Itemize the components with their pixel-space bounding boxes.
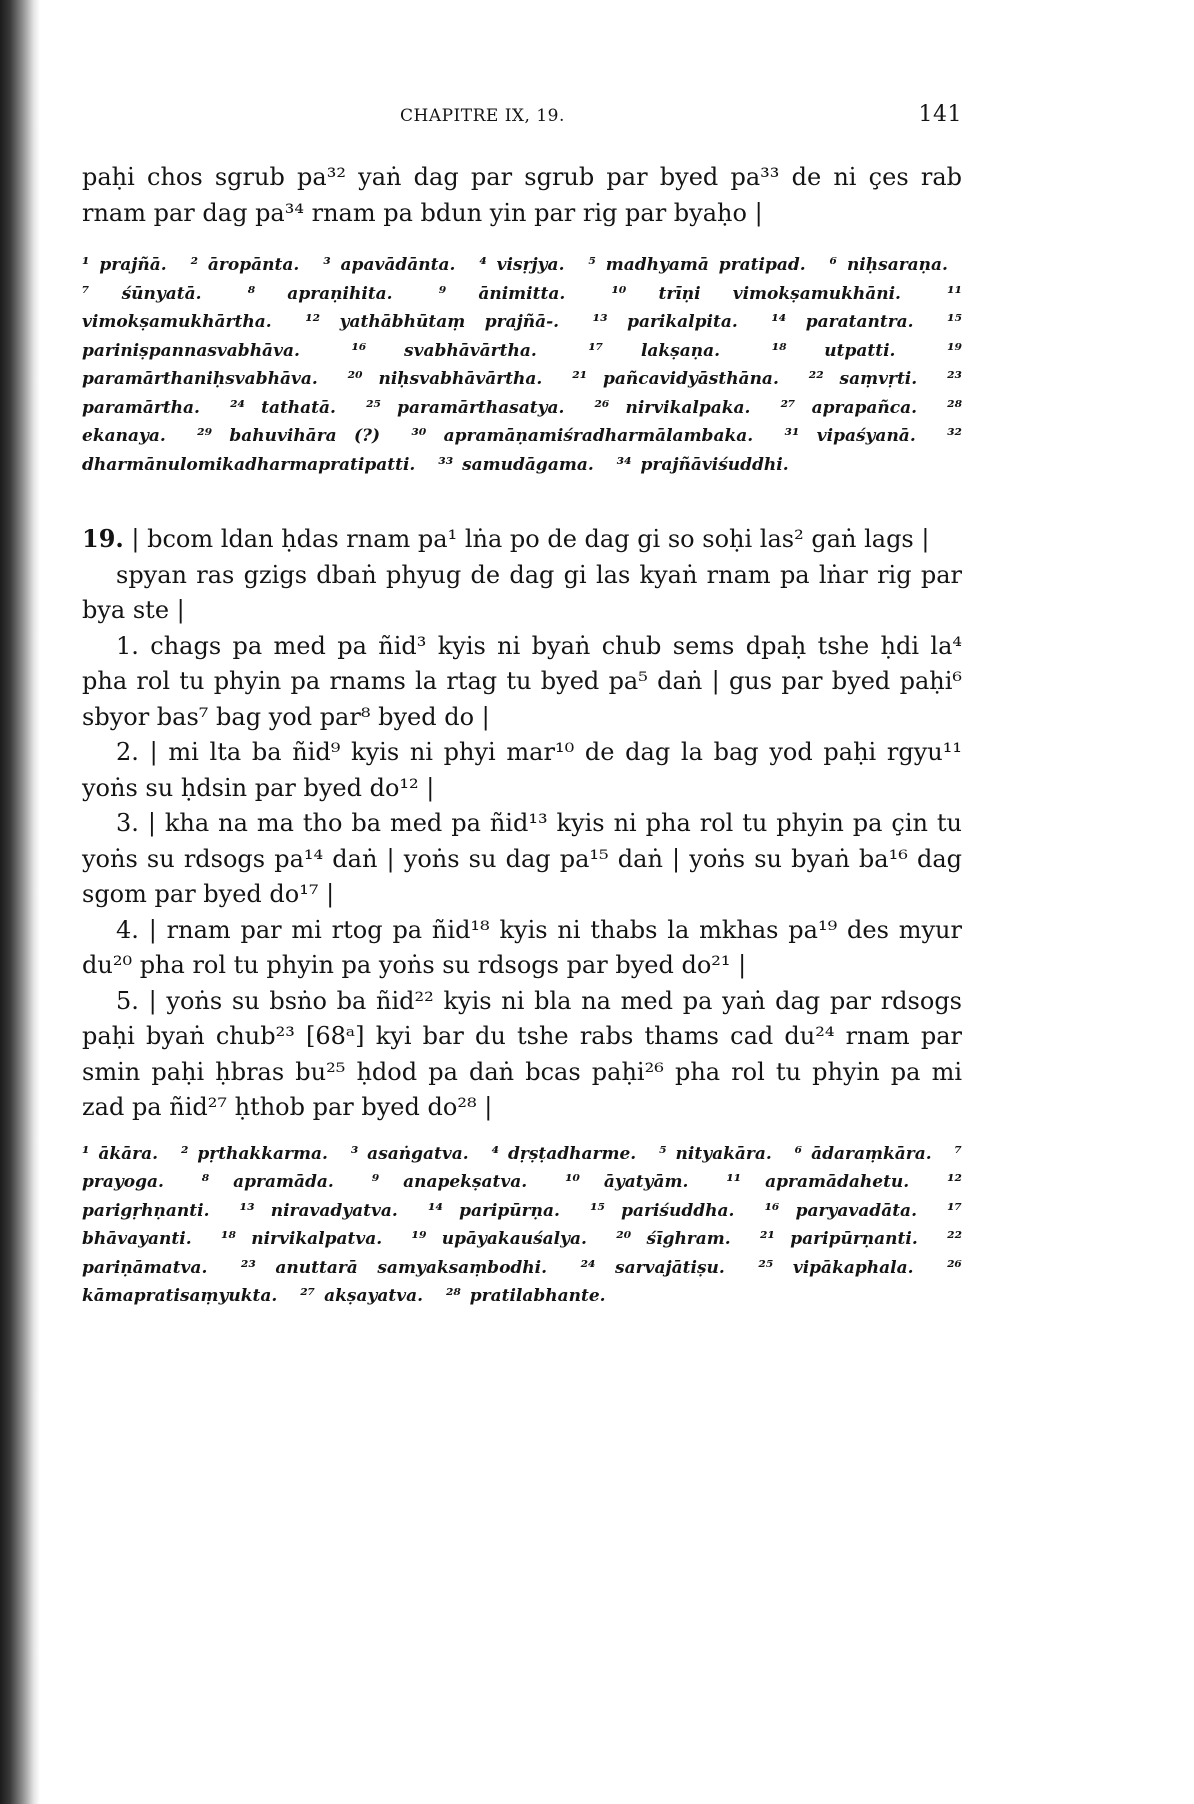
- section-19: [82, 521, 962, 1126]
- footnotes-bottom: [82, 1140, 962, 1311]
- footnote: ¹⁶ paryavadāta.: [764, 1200, 917, 1221]
- footnote: ¹⁵ pariśuddha.: [590, 1200, 735, 1221]
- footnote: ⁶ ādaraṃkāra.: [794, 1143, 932, 1164]
- section-item: [82, 735, 962, 806]
- section-items: [82, 629, 962, 1126]
- section-item: [82, 913, 962, 984]
- footnote: ⁸ apraṇihita.: [247, 283, 393, 304]
- footnote: ⁷ prayoga.: [82, 1143, 963, 1192]
- footnote: ³⁴ prajñāviśuddhi.: [616, 454, 789, 475]
- book-page: [82, 96, 962, 1311]
- running-header: [82, 96, 962, 136]
- footnote: ⁷ śūnyatā.: [82, 283, 202, 304]
- footnote: ⁹ ānimitta.: [438, 283, 566, 304]
- footnote: ⁵ madhyamā pratipad.: [588, 255, 806, 275]
- footnote: ²¹ paripūrṇanti.: [760, 1229, 918, 1249]
- footnote: ²⁴ sarvajātiṣu.: [580, 1257, 725, 1278]
- footnote: ¹³ niravadyatva.: [239, 1200, 398, 1221]
- footnote: ¹⁵ pariniṣpannasvabhāva.: [82, 312, 963, 361]
- footnote: ¹ ākāra.: [82, 1143, 159, 1164]
- footnote: ²⁸ pratilabhante.: [445, 1286, 606, 1306]
- footnote: ²⁸ ekanaya.: [82, 397, 963, 446]
- footnote: ²³ paramārtha.: [82, 369, 962, 418]
- footnote: ²⁰ niḥsvabhāvārtha.: [347, 369, 543, 389]
- item-number: 5.: [116, 986, 139, 1015]
- item-text: chags pa med pa ñid³ kyis ni byaṅ chub sems dpaḥ tshe ḥdi la⁴ pha rol tu phyin pa rnams la rtag tu byed pa⁵ daṅ | gus par byed paḥi⁶ sbyor bas⁷ bag yod par⁸ byed do |: [82, 631, 962, 731]
- footnote: ²² pariṇāmatva.: [82, 1229, 963, 1278]
- footnote: ²⁶ kāmapratisaṃyukta.: [82, 1257, 962, 1306]
- footnote: ²⁴ tathatā.: [230, 397, 336, 418]
- footnote: ¹¹ apramādahetu.: [726, 1172, 910, 1192]
- footnote: ¹⁸ nirvikalpatva.: [221, 1229, 383, 1249]
- footnote: ² āropānta.: [190, 255, 300, 275]
- footnote: ⁴ dṛṣṭadharme.: [491, 1143, 637, 1164]
- footnote: ³⁰ apramāṇamiśradharmālambaka.: [411, 426, 754, 446]
- footnote: ¹¹ vimokṣamukhārtha.: [82, 283, 963, 332]
- item-number: 2.: [116, 738, 139, 766]
- footnote: ¹⁹ paramārthaniḥsvabhāva.: [82, 340, 963, 389]
- footnote: ⁶ niḥsaraṇa.: [829, 255, 948, 275]
- footnote: ¹⁰ trīṇi vimokṣamukhāni.: [611, 283, 901, 304]
- item-number: 3.: [116, 809, 139, 837]
- intro-paragraph: [82, 160, 962, 231]
- section-item: [82, 806, 962, 913]
- footnote: ³² dharmānulomikadharmapratipatti.: [82, 426, 962, 475]
- footnote: ²⁷ aprapañca.: [780, 397, 918, 418]
- footnote: ²⁵ vipākaphala.: [758, 1257, 914, 1278]
- scan-binding-edge: [0, 0, 40, 1804]
- footnote: ¹² yathābhūtaṃ prajñā-.: [305, 312, 560, 332]
- section-item: [82, 629, 962, 736]
- item-number: 1.: [116, 631, 139, 660]
- footnote: ¹⁸ utpatti.: [771, 340, 896, 361]
- footnote: ³ asaṅgatva.: [350, 1143, 469, 1164]
- footnote: ⁸ apramāda.: [201, 1172, 334, 1192]
- section-question: spyan ras gzigs dbaṅ phyug de dag gi las kyaṅ rnam pa lṅar rig par bya ste |: [82, 560, 962, 624]
- footnote: ²⁷ akṣayatva.: [300, 1286, 424, 1306]
- footnote: ¹⁹ upāyakauśalya.: [411, 1229, 587, 1249]
- section-opening-text: | bcom ldan ḥdas rnam pa¹ lṅa po de dag gi so soḥi las² gaṅ lags |: [131, 525, 930, 553]
- footnote: ²³ anuttarā samyaksaṃbodhi.: [240, 1257, 548, 1278]
- footnote: ¹² parigṛhṇanti.: [82, 1172, 962, 1221]
- item-text: | mi lta ba ñid⁹ kyis ni phyi mar¹⁰ de dag la bag yod paḥi rgyu¹¹ yoṅs su ḥdsin par byed do¹² |: [82, 738, 962, 802]
- footnote: ⁹ anapekṣatva.: [371, 1172, 528, 1192]
- footnote: ²⁹ bahuvihāra (?): [197, 426, 381, 446]
- footnote: ¹⁷ bhāvayanti.: [82, 1200, 963, 1249]
- footnotes-top: [82, 251, 962, 479]
- item-text: | yoṅs su bsṅo ba ñid²² kyis ni bla na med pa yaṅ dag par rdsogs paḥi byaṅ chub²³ [68ᵃ] kyi bar du tshe rabs thams cad du²⁴ rnam par smin paḥi ḥbras bu²⁵ ḥdod pa daṅ bcas paḥi²⁶ pha rol tu phyin pa mi zad pa ñid²⁷ ḥthob par byed do²⁸ |: [82, 986, 962, 1121]
- intro-text: paḥi chos sgrub pa³² yaṅ dag par sgrub par byed pa³³ de ni çes rab rnam par dag pa³⁴ rnam pa bdun yin par rig par byaḥo |: [82, 163, 962, 227]
- page-number: 141: [918, 102, 962, 127]
- footnote: ³³ samudāgama.: [438, 454, 594, 475]
- section-opening: [82, 521, 962, 558]
- footnote: ³¹ vipaśyanā.: [784, 426, 916, 446]
- item-text: | kha na ma tho ba med pa ñid¹³ kyis ni pha rol tu phyin pa çin tu yoṅs su rdsogs pa¹⁴ daṅ | yoṅs su dag pa¹⁵ daṅ | yoṅs su byaṅ ba¹⁶ dag sgom par byed do¹⁷ |: [82, 809, 962, 908]
- item-text: | rnam par mi rtog pa ñid¹⁸ kyis ni thabs la mkhas pa¹⁹ des myur du²⁰ pha rol tu phyin pa yoṅs su rdsogs par byed do²¹ |: [82, 915, 962, 979]
- footnote: ¹ prajñā.: [82, 255, 167, 275]
- footnote: ³ apavādānta.: [323, 255, 456, 275]
- footnote: ¹⁴ paratantra.: [771, 312, 914, 332]
- footnote: ²⁶ nirvikalpaka.: [594, 397, 751, 418]
- item-number: 4.: [116, 915, 139, 944]
- chapter-title: CHAPITRE IX, 19.: [400, 106, 565, 126]
- footnote: ¹⁶ svabhāvārtha.: [351, 340, 537, 361]
- footnote: ²² saṃvṛti.: [808, 369, 918, 389]
- section-number: 19.: [82, 524, 124, 553]
- footnote: ²¹ pañcavidyāsthāna.: [572, 369, 779, 389]
- footnote: ⁵ nityakāra.: [659, 1143, 772, 1164]
- footnote: ¹⁰ āyatyām.: [565, 1172, 689, 1192]
- footnote: ⁴ visṛjya.: [479, 255, 565, 275]
- section-item: [82, 984, 962, 1126]
- footnote: ²⁰ śīghram.: [616, 1229, 731, 1249]
- footnote: ¹⁷ lakṣaṇa.: [588, 340, 721, 361]
- footnote: ¹³ parikalpita.: [592, 312, 738, 332]
- footnote: ¹⁴ paripūrṇa.: [428, 1200, 560, 1221]
- footnote: ² pṛthakkarma.: [181, 1143, 328, 1164]
- footnote: ²⁵ paramārthasatya.: [366, 397, 565, 418]
